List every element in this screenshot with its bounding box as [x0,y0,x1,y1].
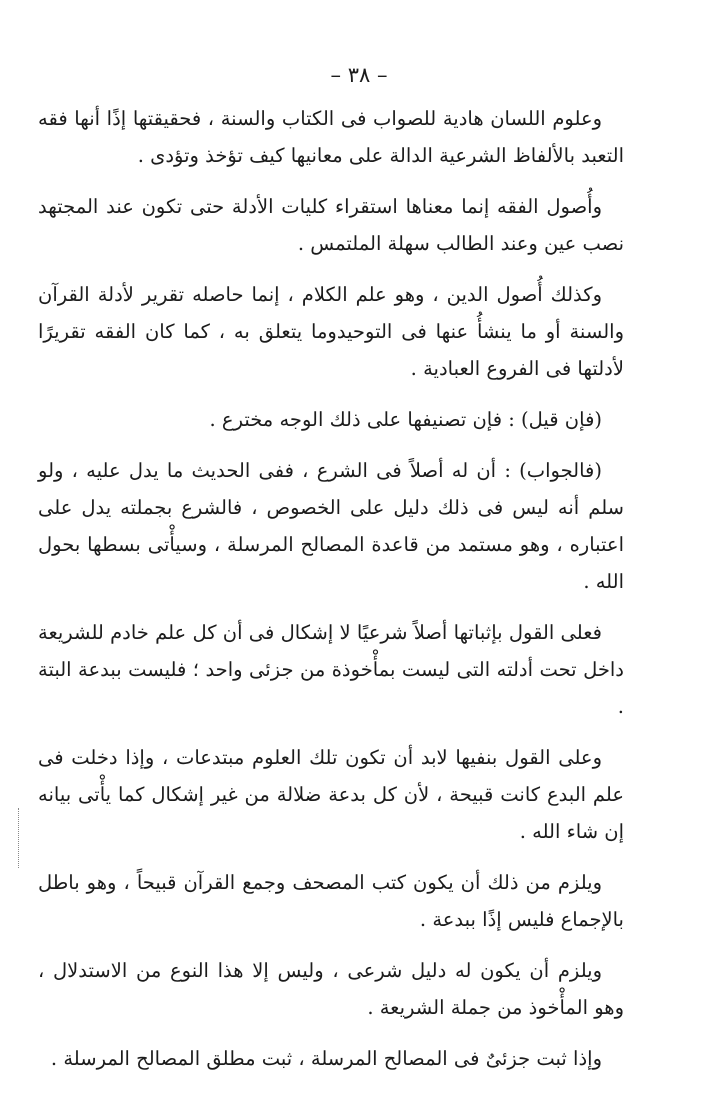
paragraph-2: وأُصول الفقه إنما معناها استقراء كليات الأدلة حتى تكون عند المجتهد نصب عين وعند الطالب سهلة الملتمس . [38,195,624,255]
page-number: – ٣٨ – [330,63,388,87]
paragraph-3: وكذلك أُصول الدين ، وهو علم الكلام ، إنما حاصله تقرير لأدلة القرآن والسنة أو ما ينشأُ عنها فى التوحيدوما يتعلق به ، كما كان الفقه تقريرًا لأدلتها فى الفروع العبادية . [38,283,624,380]
paragraph-5: (فالجواب) : أن له أصلاً فى الشرع ، ففى الحديث ما يدل عليه ، ولو سلم أنه ليس فى ذلك دليل على الخصوص ، فالشرع بجملته يدل على اعتباره ، وهو مستمد من قاعدة المصالح المرسلة ، وسيأْتى بسطها بحول الله . [38,459,624,593]
paragraph-7: وعلى القول بنفيها لابد أن تكون تلك العلوم مبتدعات ، وإذا دخلت فى علم البدع كانت قبيحة ، لأن كل بدعة ضلالة من غير إشكال كما يأْتى بيانه إن شاء الله . [38,746,624,843]
paragraph-9: ويلزم أن يكون له دليل شرعى ، وليس إلا هذا النوع من الاستدلال ، وهو المأْخوذ من جملة الشريعة . [38,959,624,1019]
body-text [38,100,624,1091]
paragraph-1: وعلوم اللسان هادية للصواب فى الكتاب والسنة ، فحقيقتها إذًا أنها فقه التعبد بالألفاظ الشرعية الدالة على معانيها كيف تؤخذ وتؤدى . [38,107,624,167]
paragraph-8: ويلزم من ذلك أن يكون كتب المصحف وجمع القرآن قبيحاً ، وهو باطل بالإجماع فليس إذًا ببدعة . [38,871,624,931]
paragraph-10: وإذا ثبت جزئىٌ فى المصالح المرسلة ، ثبت مطلق المصالح المرسلة . [50,1047,602,1070]
paragraph-4: (فإن قيل) : فإن تصنيفها على ذلك الوجه مخترع . [209,408,602,431]
paragraph-6: فعلى القول بإثباتها أصلاً شرعيًا لا إشكال فى أن كل علم خادم للشريعة داخل تحت أدلته التى ليست بمأْخوذة من جزئى واحد ؛ فليست ببدعة البتة . [38,621,624,718]
margin-dotted-mark [18,808,21,868]
